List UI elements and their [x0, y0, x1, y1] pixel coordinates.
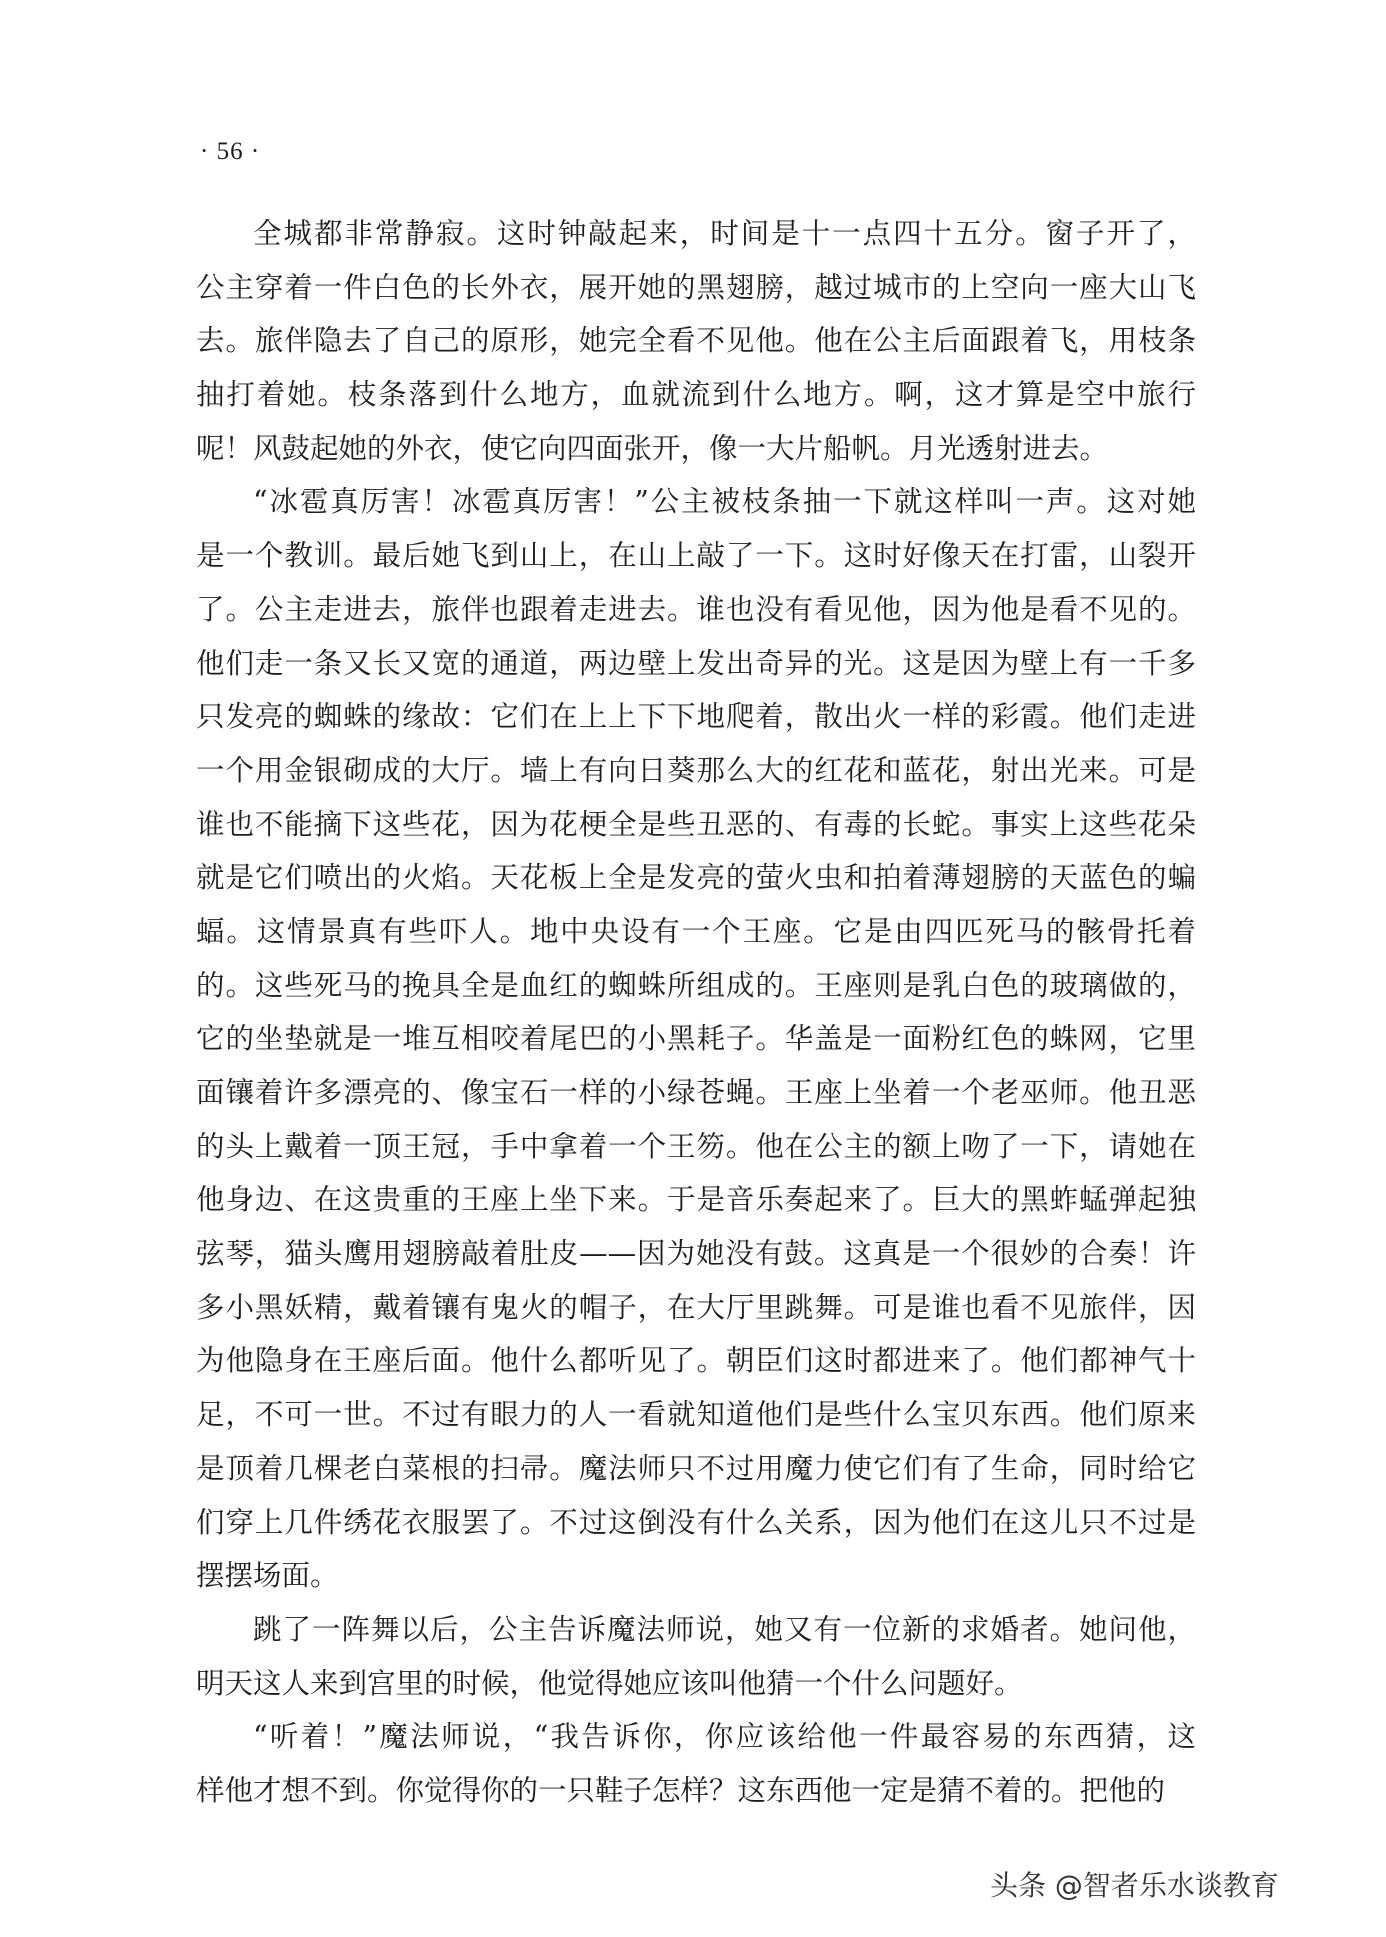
paragraph	[196, 207, 1196, 475]
text-line: 是一个教训。最后她飞到山上，在山上敲了一下。这时好像天在打雷，山裂开	[196, 539, 1196, 573]
text-line: 跳了一阵舞以后，公主告诉魔法师说，她又有一位新的求婚者。她问他，	[253, 1612, 1196, 1646]
body-text	[196, 207, 1196, 1818]
text-line: 就是它们喷出的火焰。天花板上全是发亮的萤火虫和拍着薄翅膀的天蓝色的蝙	[196, 861, 1196, 895]
paragraph	[196, 475, 1196, 1602]
text-line: 一个用金银砌成的大厅。墙上有向日葵那么大的红花和蓝花，射出光来。可是	[196, 753, 1196, 787]
text-line: 是顶着几棵老白菜根的扫帚。魔法师只不过用魔力使它们有了生命，同时给它	[196, 1451, 1196, 1485]
watermark: 头条 @智者乐水谈教育	[990, 1869, 1279, 1902]
text-line: 的头上戴着一顶王冠，手中拿着一个王笏。他在公主的额上吻了一下，请她在	[196, 1129, 1196, 1163]
text-line: 它的坐垫就是一堆互相咬着尾巴的小黑耗子。华盖是一面粉红色的蛛网，它里	[196, 1022, 1196, 1056]
text-line: 全城都非常静寂。这时钟敲起来，时间是十一点四十五分。窗子开了，	[253, 217, 1196, 250]
text-line: 多小黑妖精，戴着镶有鬼火的帽子，在大厅里跳舞。可是谁也看不见旅伴，因	[196, 1290, 1196, 1324]
paragraph	[196, 1603, 1196, 1710]
page-number: · 56 ·	[200, 138, 261, 165]
text-line: 抽打着她。枝条落到什么地方，血就流到什么地方。啊，这才算是空中旅行	[196, 378, 1196, 412]
text-line: 了。公主走进去，旅伴也跟着走进去。谁也没有看见他，因为他是看不见的。	[196, 592, 1196, 626]
text-line: 蝠。这情景真有些吓人。地中央设有一个王座。它是由四匹死马的骸骨托着	[196, 914, 1196, 948]
text-line: 为他隐身在王座后面。他什么都听见了。朝臣们这时都进来了。他们都神气十	[196, 1344, 1196, 1378]
text-line: 摆摆场面。	[196, 1559, 339, 1593]
text-line: 公主穿着一件白色的长外衣，展开她的黑翅膀，越过城市的上空向一座大山飞	[196, 270, 1196, 304]
text-line: 的。这些死马的挽具全是血红的蜘蛛所组成的。王座则是乳白色的玻璃做的，	[196, 968, 1196, 1002]
text-line: 他身边、在这贵重的王座上坐下来。于是音乐奏起来了。巨大的黑蚱蜢弹起独	[196, 1183, 1196, 1217]
text-line: 去。旅伴隐去了自己的原形，她完全看不见他。他在公主后面跟着飞，用枝条	[196, 324, 1196, 358]
text-line: 足，不可一世。不过有眼力的人一看就知道他们是些什么宝贝东西。他们原来	[196, 1398, 1196, 1432]
text-line: 样他才想不到。你觉得你的一只鞋子怎样？这东西他一定是猜不着的。把他的	[196, 1773, 1166, 1807]
text-line: 呢！风鼓起她的外衣，使它向四面张开，像一大片船帆。月光透射进去。	[196, 431, 1109, 465]
text-line: “冰雹真厉害！冰雹真厉害！”公主被枝条抽一下就这样叫一声。这对她	[253, 485, 1196, 519]
text-line: 们穿上几件绣花衣服罢了。不过这倒没有什么关系，因为他们在这儿只不过是	[196, 1505, 1196, 1539]
paragraph	[196, 1710, 1196, 1817]
text-line: 面镶着许多漂亮的、像宝石一样的小绿苍蝇。王座上坐着一个老巫师。他丑恶	[196, 1076, 1196, 1109]
text-line: “听着！”魔法师说，“我告诉你，你应该给他一件最容易的东西猜，这	[253, 1720, 1196, 1754]
text-line: 只发亮的蜘蛛的缘故：它们在上上下下地爬着，散出火一样的彩霞。他们走进	[196, 700, 1196, 734]
text-line: 他们走一条又长又宽的通道，两边壁上发出奇异的光。这是因为壁上有一千多	[196, 646, 1196, 680]
text-line: 弦琴，猫头鹰用翅膀敲着肚皮——因为她没有鼓。这真是一个很妙的合奏！许	[196, 1237, 1196, 1271]
text-line: 谁也不能摘下这些花，因为花梗全是些丑恶的、有毒的长蛇。事实上这些花朵	[196, 807, 1196, 841]
text-line: 明天这人来到宫里的时候，他觉得她应该叫他猜一个什么问题好。	[196, 1666, 1023, 1700]
